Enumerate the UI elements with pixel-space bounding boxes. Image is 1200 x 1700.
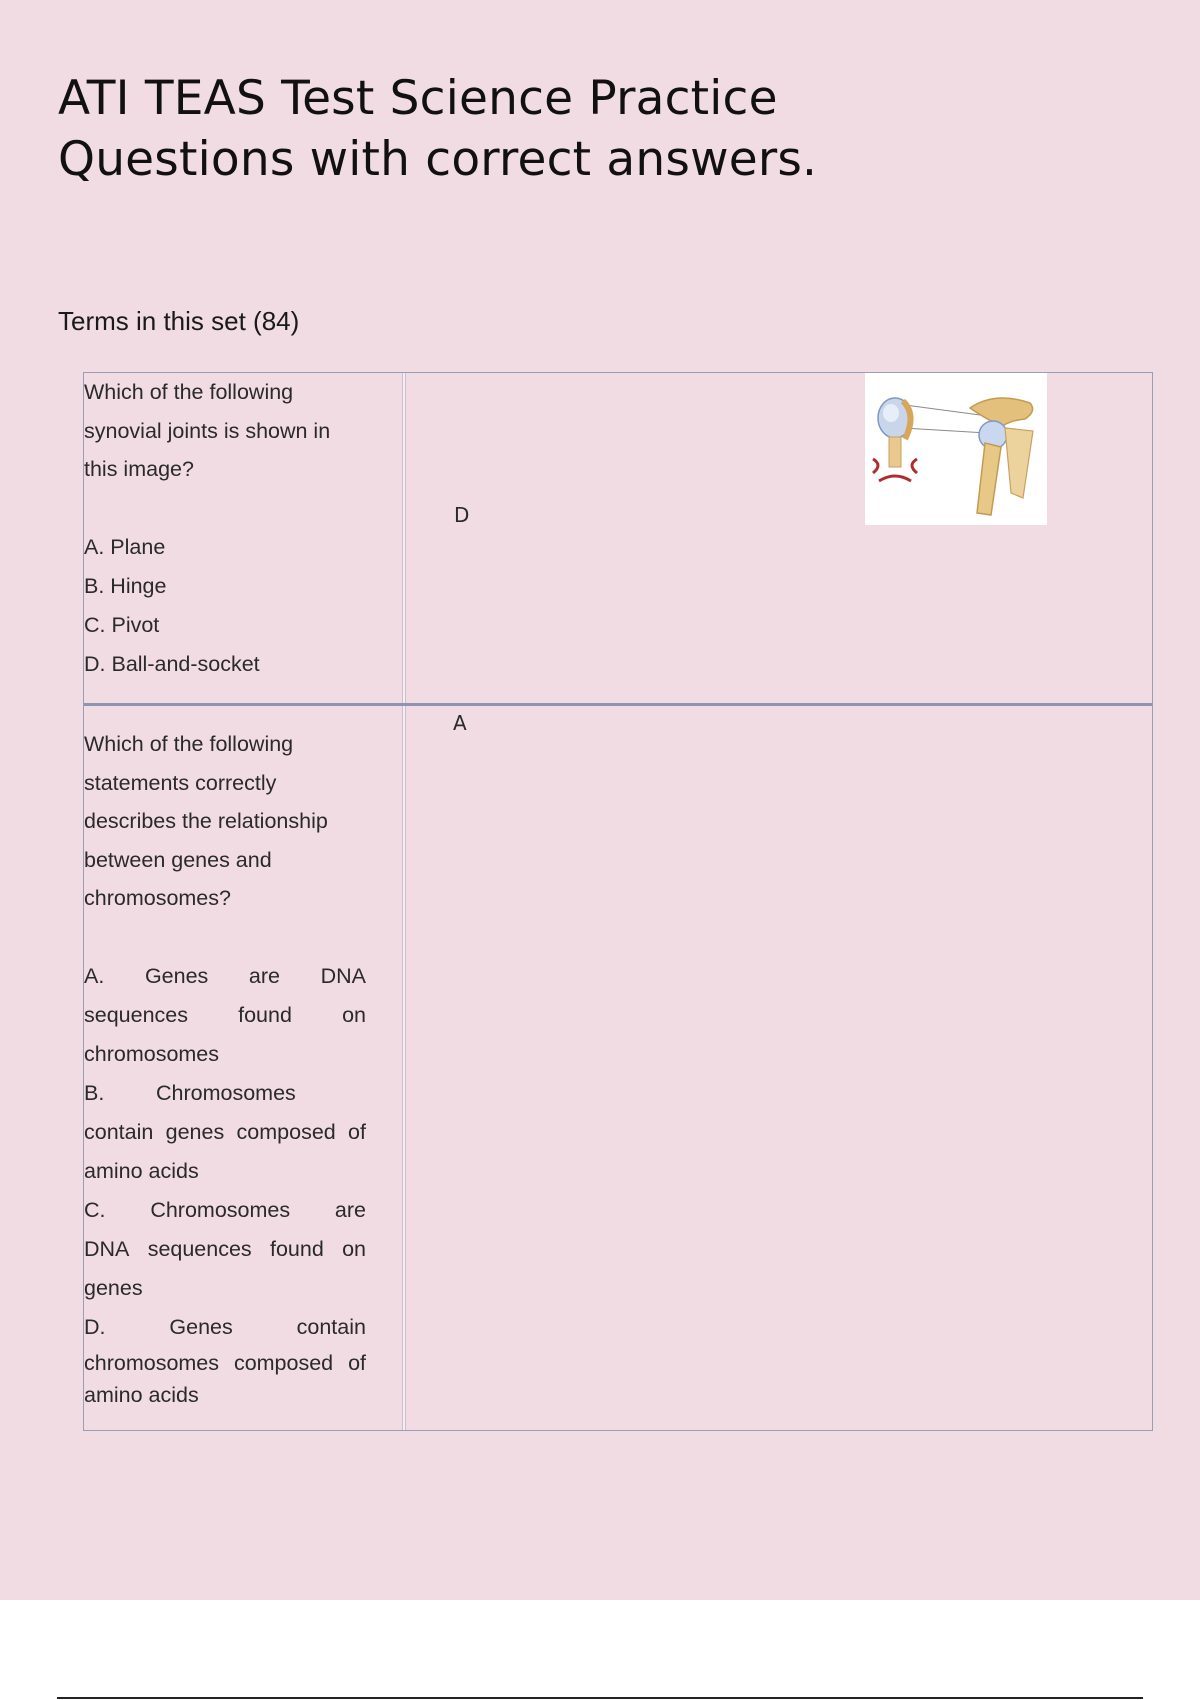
option-a: A. Plane bbox=[84, 534, 166, 559]
option-word: Chromosomes bbox=[156, 1080, 296, 1105]
option-word: chromosomes bbox=[84, 1041, 220, 1066]
question-line: synovial joints is shown in bbox=[84, 418, 331, 443]
option-word: DNA bbox=[320, 963, 366, 988]
option-word: A. bbox=[84, 963, 105, 988]
option-word: on bbox=[342, 1002, 366, 1027]
footer-rule bbox=[57, 1697, 1143, 1699]
option-word: found bbox=[269, 1236, 324, 1261]
question-line: statements correctly bbox=[84, 770, 277, 795]
option-word: are bbox=[334, 1197, 366, 1222]
card-1-term bbox=[84, 373, 366, 684]
option-line bbox=[84, 996, 366, 1035]
option-word: contain bbox=[84, 1119, 154, 1144]
option-word: of bbox=[348, 1119, 366, 1144]
title-line-1: ATI TEAS Test Science Practice bbox=[58, 71, 778, 126]
option-word: Genes bbox=[169, 1314, 233, 1339]
option-word: amino acids bbox=[84, 1382, 199, 1407]
document-title bbox=[58, 68, 1058, 190]
option-word: of bbox=[348, 1350, 366, 1375]
option-word: Chromosomes bbox=[150, 1197, 291, 1222]
option-line bbox=[84, 1152, 366, 1191]
option-word: chromosomes bbox=[84, 1350, 220, 1375]
option-line bbox=[84, 1347, 366, 1379]
question-line: Which of the following bbox=[84, 380, 294, 404]
card-2-answer: A bbox=[453, 711, 467, 735]
terms-count-label: Terms in this set (84) bbox=[58, 306, 300, 336]
row-divider bbox=[84, 703, 1152, 706]
option-word: DNA bbox=[84, 1236, 130, 1261]
option-c: C. Pivot bbox=[84, 612, 160, 637]
card-2-options bbox=[84, 957, 366, 1411]
option-d: D. Ball-and-socket bbox=[84, 651, 260, 676]
option-line bbox=[84, 1191, 366, 1230]
option-b: B. Hinge bbox=[84, 573, 167, 598]
option-line bbox=[84, 1230, 366, 1269]
column-divider bbox=[402, 373, 406, 1430]
option-word: genes bbox=[165, 1119, 225, 1144]
question-line: this image? bbox=[84, 457, 194, 481]
option-word: Genes bbox=[144, 963, 209, 988]
shoulder-joint-image bbox=[865, 373, 1047, 525]
option-word: sequences bbox=[84, 1002, 188, 1027]
option-line bbox=[84, 957, 366, 996]
option-word: contain bbox=[296, 1314, 366, 1339]
option-word: composed bbox=[236, 1119, 336, 1144]
question-line: describes the relationship bbox=[84, 809, 328, 833]
shoulder-joint-illustration bbox=[865, 373, 1047, 525]
option-word: composed bbox=[233, 1350, 334, 1375]
flashcard-table bbox=[83, 372, 1153, 1431]
option-line bbox=[84, 1308, 366, 1347]
question-line: Which of the following bbox=[84, 732, 294, 756]
card-2-term bbox=[84, 725, 366, 1411]
option-word: found bbox=[238, 1002, 292, 1027]
option-line bbox=[84, 1113, 366, 1152]
card-1-answer: D bbox=[454, 503, 470, 527]
option-word: on bbox=[342, 1236, 366, 1261]
question-line: chromosomes? bbox=[84, 886, 231, 910]
option-line bbox=[84, 1269, 366, 1308]
option-word: D. bbox=[84, 1314, 106, 1339]
card-1-options bbox=[84, 528, 366, 684]
option-word: C. bbox=[84, 1197, 106, 1222]
option-word: are bbox=[248, 963, 280, 988]
option-word: amino acids bbox=[84, 1158, 199, 1183]
option-word: sequences bbox=[147, 1236, 252, 1261]
option-line bbox=[84, 1379, 366, 1411]
option-word: genes bbox=[84, 1275, 143, 1300]
option-word: B. bbox=[84, 1080, 105, 1105]
title-line-2: Questions with correct answers. bbox=[58, 132, 818, 187]
question-line: between genes and bbox=[84, 847, 272, 872]
option-line bbox=[84, 1035, 366, 1074]
option-line bbox=[84, 1074, 366, 1113]
